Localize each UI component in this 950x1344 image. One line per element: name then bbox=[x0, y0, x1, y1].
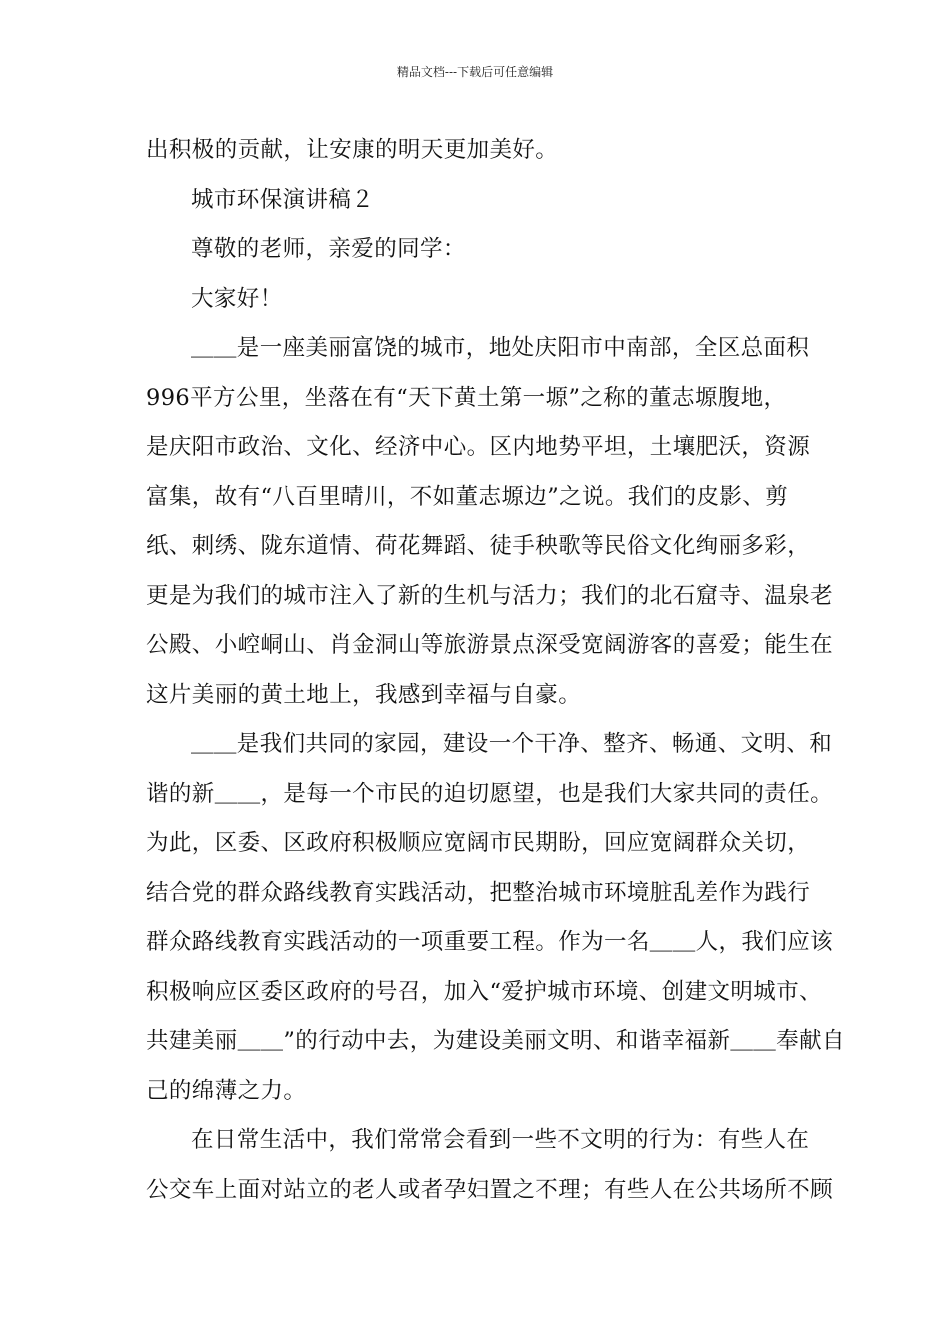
text-line: 纸、刺绣、陇东道情、荷花舞蹈、徒手秧歌等民俗文化绚丽多彩， bbox=[146, 533, 811, 559]
section-title: 城市环保演讲稿２ bbox=[191, 186, 375, 213]
text-line: 结合党的群众路线教育实践活动，把整治城市环境脏乱差作为践行 bbox=[146, 879, 811, 906]
text-line: ＿＿是一座美丽富饶的城市，地处庆阳市中南部，全区总面积 bbox=[191, 335, 810, 361]
text-line: ＿＿是我们共同的家园，建设一个干净、整齐、畅通、文明、和 bbox=[191, 731, 833, 757]
text-line: 为此，区委、区政府积极顺应宽阔市民期盼，回应宽阔群众关切， bbox=[146, 830, 811, 856]
text-line: 是庆阳市政治、文化、经济中心。区内地势平坦，土壤肥沃，资源 bbox=[146, 434, 811, 460]
text-line: 公殿、小崆峒山、肖金洞山等旅游景点深受宽阔游客的喜爱；能生在 bbox=[146, 632, 834, 658]
text-line: 谐的新＿＿，是每一个市民的迫切愿望，也是我们大家共同的责任。 bbox=[146, 780, 834, 807]
text-line: 996平方公里，坐落在有“天下黄土第一塬”之称的董志塬腹地， bbox=[146, 384, 787, 411]
document-body bbox=[146, 126, 845, 1215]
text-line: 出积极的贡献，让安康的明天更加美好。 bbox=[146, 137, 559, 163]
salutation: 尊敬的老师，亲爱的同学： bbox=[191, 236, 466, 262]
text-line: 公交车上面对站立的老人或者孕妇置之不理；有些人在公共场所不顾 bbox=[146, 1176, 834, 1203]
text-line: 积极响应区委区政府的号召，加入“爱护城市环境、创建文明城市、 bbox=[146, 978, 823, 1005]
text-line: 更是为我们的城市注入了新的生机与活力；我们的北石窟寺、温泉老 bbox=[146, 582, 834, 609]
text-line: 共建美丽＿＿”的行动中去，为建设美丽文明、和谐幸福新＿＿奉献自 bbox=[146, 1028, 845, 1054]
text-line: 己的绵薄之力。 bbox=[146, 1077, 307, 1104]
page-header: 精品文档---下载后可任意编辑 bbox=[396, 65, 554, 79]
text-line: 群众路线教育实践活动的一项重要工程。作为一名＿＿人，我们应该 bbox=[146, 929, 834, 955]
text-line: 在日常生活中，我们常常会看到一些不文明的行为：有些人在 bbox=[191, 1127, 810, 1153]
text-line: 富集，故有“八百里晴川，不如董志塬边”之说。我们的皮影、剪 bbox=[146, 483, 789, 510]
greeting: 大家好！ bbox=[191, 285, 283, 312]
text-line: 这片美丽的黄土地上，我感到幸福与自豪。 bbox=[146, 681, 582, 708]
